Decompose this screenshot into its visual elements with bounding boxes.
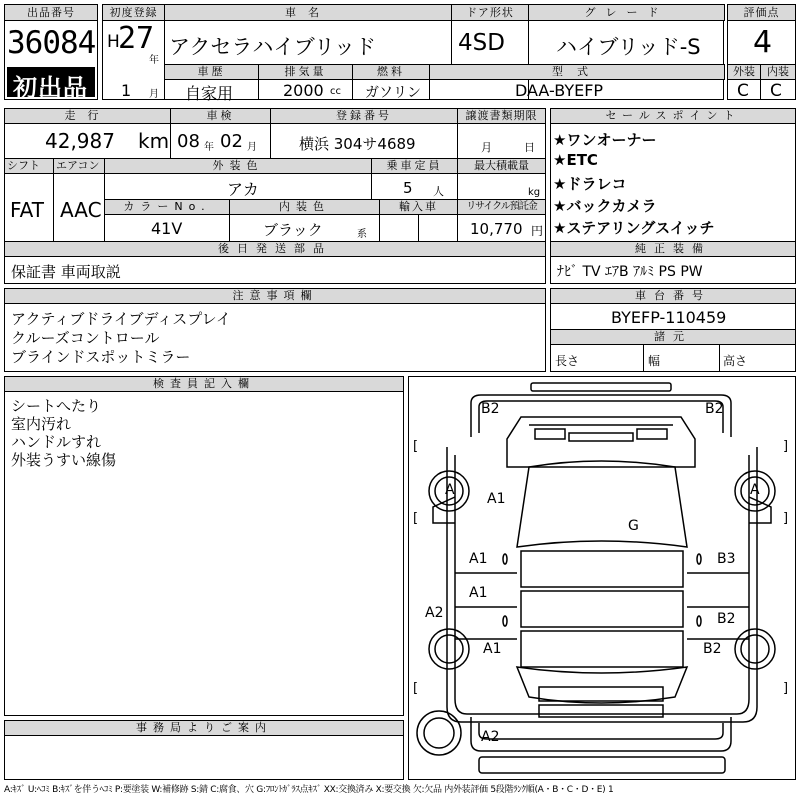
mark-right-front-door: B3 bbox=[717, 551, 736, 567]
grade: ハイブリッド-S bbox=[556, 35, 701, 59]
ext-color: アカ bbox=[227, 180, 259, 199]
mark-windshield: G bbox=[628, 518, 639, 534]
office-label: 事務局よりご案内 bbox=[4, 720, 404, 736]
inspector-item: 室内汚れ bbox=[11, 415, 72, 433]
mileage: 42,987 bbox=[45, 129, 115, 153]
inspector-box bbox=[4, 376, 404, 716]
bracket-close: ] bbox=[783, 511, 789, 526]
mileage-label: 走行 bbox=[4, 108, 171, 124]
door-label: ドア形状 bbox=[451, 4, 529, 21]
mark-front-left-corner: B2 bbox=[481, 401, 500, 417]
car-name-label: 車名 bbox=[164, 4, 452, 21]
chassis-label: 車台番号 bbox=[550, 288, 796, 304]
plate-label: 登録番号 bbox=[270, 108, 458, 124]
mark-right-rear-door: B2 bbox=[717, 611, 736, 627]
sales-points-label: セールスポイント bbox=[550, 108, 796, 124]
mark-left-front-door: A1 bbox=[469, 551, 488, 567]
recycle-fee: 10,770 bbox=[470, 220, 523, 238]
genuine-label: 純正装備 bbox=[550, 241, 796, 257]
int-score: C bbox=[770, 81, 782, 101]
bracket-open: [ bbox=[413, 439, 419, 454]
sales-point-item: ★ワンオーナー bbox=[553, 131, 657, 149]
chassis-number: BYEFP-110459 bbox=[611, 308, 727, 327]
capacity: 5 bbox=[403, 179, 413, 197]
car-name: アクセラハイブリッド bbox=[169, 35, 377, 59]
bracket-open: [ bbox=[413, 681, 419, 696]
int-color-unit: 系 bbox=[357, 229, 367, 240]
mark-right-front-wheel: A bbox=[750, 482, 760, 498]
inspection-month: 02 bbox=[220, 131, 243, 152]
car-diagram bbox=[408, 376, 796, 780]
car-outline bbox=[409, 377, 795, 779]
mark-left-front-wheel: A bbox=[445, 482, 455, 498]
height-label: 高さ bbox=[723, 354, 748, 368]
history: 自家用 bbox=[185, 84, 234, 103]
note-item: クルーズコントロール bbox=[11, 329, 160, 347]
first-reg-month: 1 bbox=[121, 81, 132, 100]
width-label: 幅 bbox=[648, 354, 661, 368]
ext-color-label: 外装色 bbox=[104, 158, 372, 174]
inspector-label: 検査員記入欄 bbox=[4, 376, 404, 392]
note-item: アクティブドライブディスプレイ bbox=[11, 310, 231, 328]
max-load-label: 最大積載量 bbox=[457, 158, 546, 174]
mileage-unit: km bbox=[138, 129, 170, 153]
lot-number-label: 出品番号 bbox=[4, 4, 98, 21]
ac-label: エアコン bbox=[53, 158, 105, 174]
score-box bbox=[727, 4, 796, 100]
bracket-close: ] bbox=[783, 681, 789, 696]
bracket-open: [ bbox=[413, 511, 419, 526]
dims-label: 諸元 bbox=[550, 329, 796, 345]
max-load-unit: kg bbox=[528, 187, 541, 198]
color-no-label: カラーNo. bbox=[104, 199, 230, 215]
month-unit: 月 bbox=[149, 89, 159, 100]
note-item: ブラインドスポットミラー bbox=[11, 348, 191, 366]
inspection-year-unit: 年 bbox=[204, 142, 214, 153]
first-reg-year: 27 bbox=[118, 21, 155, 56]
ext-score: C bbox=[737, 81, 749, 101]
shift-label: シフト bbox=[4, 158, 54, 174]
sales-point-item: ★ETC bbox=[553, 151, 598, 169]
transfer-month: 月 bbox=[481, 141, 492, 154]
int-score-label: 内装 bbox=[760, 64, 796, 80]
sales-point-item: ★ステアリングスイッチ bbox=[553, 219, 715, 237]
recycle-unit: 円 bbox=[531, 224, 544, 238]
mark-left-rear-door: A1 bbox=[469, 585, 488, 601]
grade-label: グレード bbox=[528, 4, 725, 21]
capacity-label: 乗車定員 bbox=[371, 158, 458, 174]
genuine-equipment: ﾅﾋﾞ TV ｴｱB ｱﾙﾐ PS PW bbox=[557, 264, 703, 280]
mark-rear-bumper: A2 bbox=[481, 729, 500, 745]
bracket-close: ] bbox=[783, 439, 789, 454]
inspector-item: シートへたり bbox=[11, 397, 102, 415]
plate-number: 横浜 304サ4689 bbox=[299, 135, 416, 153]
mark-left-rear-fender: A1 bbox=[483, 641, 502, 657]
mark-left-front-fender: A1 bbox=[487, 491, 506, 507]
legend: A:ｷｽﾞ U:ﾍｺﾐ B:ｷｽﾞを伴うﾍｺﾐ P:要塗装 W:補修跡 S:錆 C:腐食、穴 G:ﾌﾛﾝﾄｶﾞﾗｽ点ｷｽﾞ XX:交換済み X:要交換 欠:欠品 内外装評価 5段階ﾗﾝｸ順(A・B・C・D・E) 1 bbox=[4, 785, 614, 795]
displacement: 2000 bbox=[283, 81, 324, 100]
import-label: 輸入車 bbox=[379, 199, 458, 215]
notes-label: 注意事項欄 bbox=[4, 288, 546, 304]
era-letter: H bbox=[107, 32, 120, 52]
sales-points-box bbox=[550, 108, 796, 284]
shift: FAT bbox=[10, 198, 45, 222]
inspection-year: 08 bbox=[177, 131, 200, 152]
model-label: 型式 bbox=[429, 64, 725, 80]
lot-number-box bbox=[4, 4, 98, 100]
lot-number: 36084 bbox=[7, 25, 96, 61]
displacement-unit: cc bbox=[330, 86, 341, 97]
office-box bbox=[4, 720, 404, 780]
later-parts: 保証書 車両取説 bbox=[11, 263, 121, 281]
mark-left-rocker: A2 bbox=[425, 605, 444, 621]
door-type: 4SD bbox=[458, 30, 505, 56]
first-reg-label: 初度登録 bbox=[102, 4, 165, 21]
sales-point-item: ★ドラレコ bbox=[553, 175, 627, 193]
int-color: ブラック bbox=[263, 221, 323, 239]
fuel-label: 燃料 bbox=[352, 64, 430, 80]
chassis-box bbox=[550, 288, 796, 372]
transfer-label: 譲渡書類期限 bbox=[457, 108, 546, 124]
history-label: 車歴 bbox=[164, 64, 259, 80]
notes-box bbox=[4, 288, 546, 372]
ac: AAC bbox=[60, 198, 102, 222]
year-unit: 年 bbox=[149, 55, 159, 66]
mark-front-right-corner: B2 bbox=[705, 401, 724, 417]
inspection-label: 車検 bbox=[170, 108, 271, 124]
sales-point-item: ★バックカメラ bbox=[553, 197, 657, 215]
ext-score-label: 外装 bbox=[727, 64, 761, 80]
score-label: 評価点 bbox=[727, 4, 796, 21]
color-no: 41V bbox=[151, 219, 183, 238]
displacement-label: 排気量 bbox=[258, 64, 353, 80]
capacity-unit: 人 bbox=[433, 185, 444, 198]
mark-right-rear-fender: B2 bbox=[703, 641, 722, 657]
first-listing-text: 初出品 bbox=[13, 74, 88, 102]
model: DAA-BYEFP bbox=[515, 81, 604, 100]
transfer-day: 日 bbox=[524, 141, 535, 154]
fuel: ガソリン bbox=[365, 85, 421, 101]
vehicle-info-box bbox=[4, 108, 546, 284]
later-parts-label: 後日発送部品 bbox=[4, 241, 546, 257]
int-color-label: 内装色 bbox=[229, 199, 380, 215]
inspection-month-unit: 月 bbox=[247, 142, 257, 153]
header-main bbox=[102, 4, 724, 103]
score: 4 bbox=[753, 25, 773, 60]
recycle-label: リサイクル預託金 bbox=[457, 199, 546, 215]
length-label: 長さ bbox=[555, 354, 580, 368]
inspector-item: ハンドルすれ bbox=[11, 433, 102, 451]
inspector-item: 外装うすい線傷 bbox=[11, 451, 117, 469]
